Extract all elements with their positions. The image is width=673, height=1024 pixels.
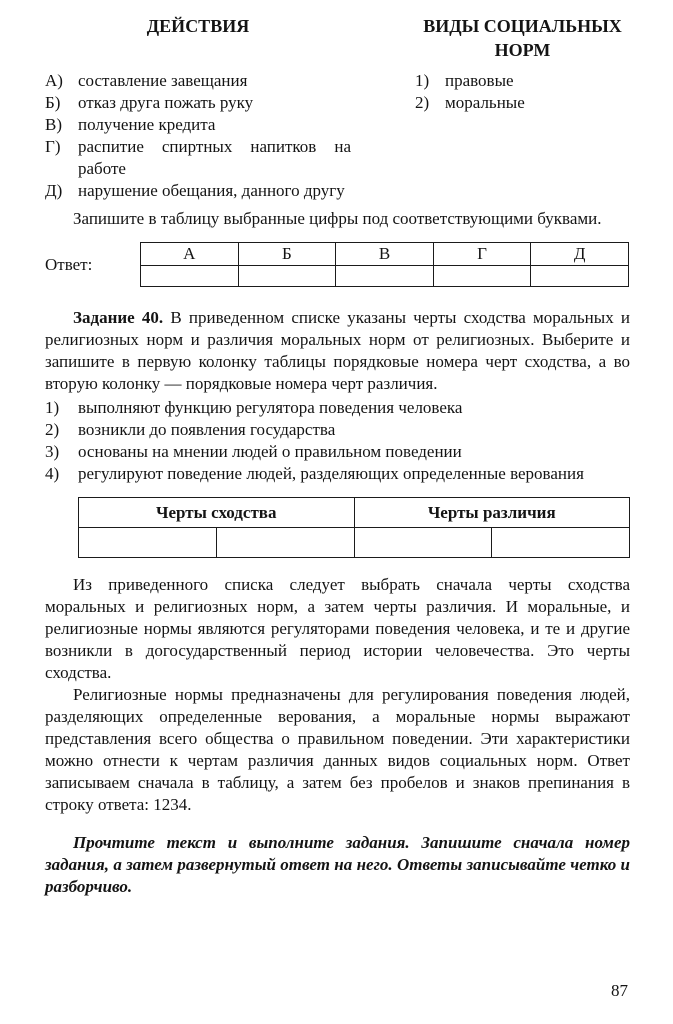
list-item (45, 136, 351, 180)
list-item (45, 463, 630, 485)
list-item-text: выполняют функцию регулятора поведения человека (78, 398, 463, 417)
list-item-label: 1) (415, 71, 430, 90)
list-item (45, 180, 351, 202)
list-item (415, 70, 630, 92)
list-item-label: Г) (45, 137, 61, 156)
list-item (415, 92, 630, 114)
list-item-text: моральные (445, 93, 525, 112)
list-item (45, 397, 630, 419)
table-header-row (79, 498, 630, 528)
table-header-cell: Черты сходства (79, 498, 355, 528)
task40-title: Задание 40. (73, 308, 164, 327)
actions-column-title: ДЕЙСТВИЯ (146, 16, 250, 36)
answer-label: Ответ: (45, 254, 93, 274)
answer-table-header-row (141, 243, 629, 266)
answer-table-empty-cell (238, 266, 336, 287)
explanation-paragraph: Из приведенного списка следует выбрать сначала черты сходства моральных и религиозных норм, а затем черты различия. И моральные, и религиозные нормы являются регуляторами поведения человека, и те и другие возникли в догосударственный период истории человечества. Это черты сходства. (45, 575, 630, 682)
table-empty-cell (354, 528, 492, 558)
answer-table-empty-cell (433, 266, 531, 287)
answer-table-empty-cell (531, 266, 629, 287)
list-item-label: 3) (45, 442, 60, 461)
list-item-text: распитие спиртных напитков на работе (78, 137, 351, 178)
list-item (45, 70, 351, 92)
answer-table (140, 242, 629, 287)
answer-table-header-cell: Б (238, 243, 336, 266)
list-item-text: составление завещания (78, 71, 248, 90)
list-item (45, 441, 630, 463)
answer-table-header-cell: А (141, 243, 239, 266)
list-item-label: В) (45, 115, 62, 134)
table-empty-cell (492, 528, 630, 558)
answer-section (45, 242, 630, 287)
task40-text: В приведенном списке указаны черты сходства моральных и религиозных норм и различия моральных норм от религиозных. Выберите и запишите в первую колонку таблицы порядковые номера черт сходства, а во вторую колонку — порядковые номера черт различия. (45, 308, 630, 393)
page-number: 87 (611, 981, 628, 1000)
task40-paragraph (45, 307, 630, 395)
list-item-text: регулируют поведение людей, разделяющих определенные верования (78, 464, 584, 483)
explanation-paragraph: Религиозные нормы предназначены для регулирования поведения людей, разделяющих определенные верования, а моральные нормы выражают представления всего общества о правильном поведении. Эти характеристики можно отнести к чертам различия данных видов социальных норм. Ответ записываем сначала в таблицу, а затем без пробелов и знаков препинания в строку ответа: 1234. (45, 685, 630, 814)
answer-table-header-cell: Д (531, 243, 629, 266)
list-item-text: основаны на мнении людей о правильном поведении (78, 442, 462, 461)
list-item-label: Б) (45, 93, 61, 112)
list-item-text: возникли до появления государства (78, 420, 336, 439)
list-item-label: Д) (45, 181, 63, 200)
note-paragraph: Прочтите текст и выполните задания. Запишите сначала номер задания, а затем развернутый ответ на него. Ответы записывайте четко и разборчиво. (45, 833, 630, 896)
norm-types-column (415, 14, 630, 202)
list-item (45, 419, 630, 441)
table-header-cell: Черты различия (354, 498, 630, 528)
table-empty-cell (216, 528, 354, 558)
answer-table-empty-row (141, 266, 629, 287)
two-column-section (45, 14, 630, 202)
answer-table-empty-cell (141, 266, 239, 287)
table-empty-cell (79, 528, 217, 558)
task40-list (45, 397, 630, 485)
list-item-text: нарушение обещания, данного другу (78, 181, 345, 200)
instruction-paragraph: Запишите в таблицу выбранные цифры под соответствующими буквами. (73, 209, 602, 228)
list-item (45, 92, 351, 114)
list-item-label: 2) (415, 93, 430, 112)
actions-column (45, 14, 351, 202)
list-item-label: 1) (45, 398, 60, 417)
list-item-label: 2) (45, 420, 60, 439)
answer-table-header-cell: Г (433, 243, 531, 266)
list-item-text: правовые (445, 71, 514, 90)
list-item (45, 114, 351, 136)
table-empty-row (79, 528, 630, 558)
list-item-text: получение кредита (78, 115, 216, 134)
list-item-label: 4) (45, 464, 60, 483)
similarity-difference-table (78, 497, 630, 558)
list-item-label: А) (45, 71, 63, 90)
answer-table-empty-cell (336, 266, 434, 287)
answer-table-header-cell: В (336, 243, 434, 266)
norm-types-column-title: ВИДЫ СОЦИАЛЬНЫХ НОРМ (423, 16, 622, 60)
list-item-text: отказ друга пожать руку (78, 93, 254, 112)
